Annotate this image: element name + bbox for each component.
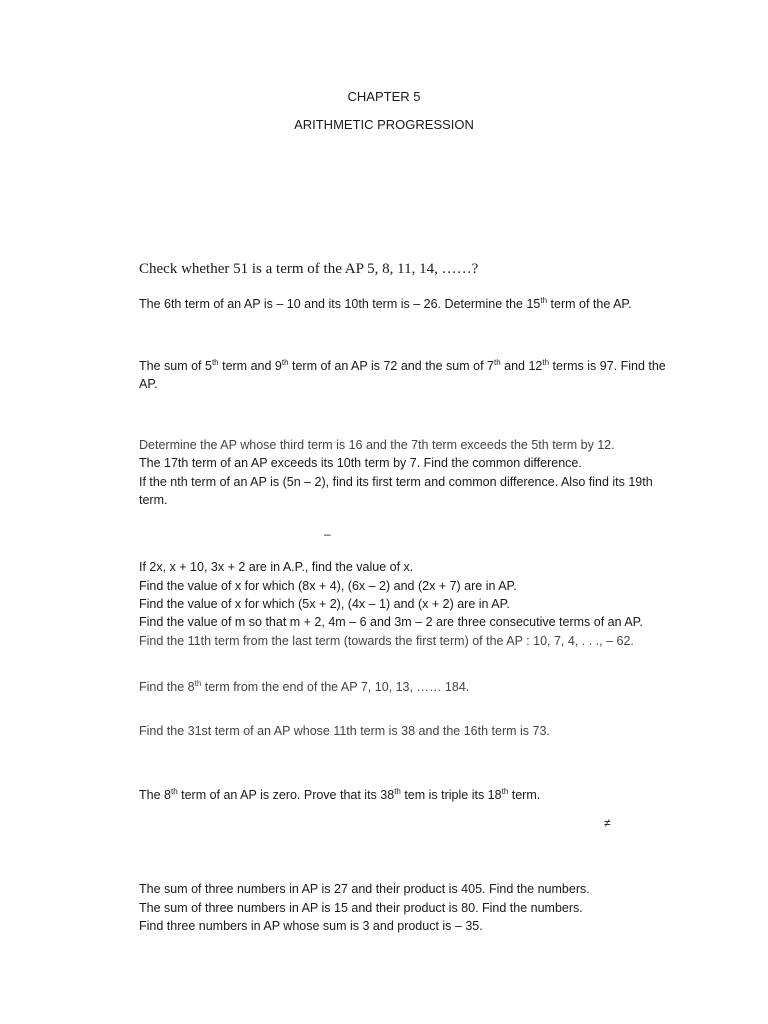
question-3: The sum of 5th term and 9th term of an AP is 72 and the sum of 7th and 12th terms is 97. Find the AP.	[139, 358, 666, 391]
dash-mark: –	[324, 527, 331, 541]
question-1: Check whether 51 is a term of the AP 5, 8, 11, 14, ……?	[139, 261, 479, 277]
chapter-heading: CHAPTER 5	[347, 89, 421, 104]
question-7: If 2x, x + 10, 3x + 2 are in A.P., find the value of x.	[139, 560, 414, 574]
question-11: Find the 11th term from the last term (towards the first term) of the AP : 10, 7, 4, . . ., – 62.	[139, 634, 634, 648]
question-2: The 6th term of an AP is – 10 and its 10th term is – 26. Determine the 15th term of the AP.	[139, 296, 632, 311]
question-8: Find the value of x for which (8x + 4), (6x – 2) and (2x + 7) are in AP.	[139, 579, 517, 593]
question-6: If the nth term of an AP is (5n – 2), find its first term and common difference. Also find its 19th term.	[139, 475, 653, 507]
question-17: Find three numbers in AP whose sum is 3 and product is – 35.	[139, 919, 483, 933]
question-16: The sum of three numbers in AP is 15 and their product is 80. Find the numbers.	[139, 901, 583, 915]
question-15: The sum of three numbers in AP is 27 and their product is 405. Find the numbers.	[139, 882, 590, 896]
question-5: The 17th term of an AP exceeds its 10th term by 7. Find the common difference.	[139, 456, 582, 470]
question-10: Find the value of m so that m + 2, 4m – 6 and 3m – 2 are three consecutive terms of an AP.	[139, 615, 643, 629]
question-12: Find the 8th term from the end of the AP 7, 10, 13, …… 184.	[139, 679, 470, 694]
question-9: Find the value of x for which (5x + 2), (4x – 1) and (x + 2) are in AP.	[139, 597, 510, 611]
chapter-title: ARITHMETIC PROGRESSION	[294, 117, 474, 132]
not-equal-mark: ≠	[604, 816, 611, 830]
question-13: Find the 31st term of an AP whose 11th term is 38 and the 16th term is 73.	[139, 724, 550, 738]
question-14: The 8th term of an AP is zero. Prove that its 38th tem is triple its 18th term.	[139, 787, 541, 802]
question-4: Determine the AP whose third term is 16 and the 7th term exceeds the 5th term by 12.	[139, 438, 615, 452]
